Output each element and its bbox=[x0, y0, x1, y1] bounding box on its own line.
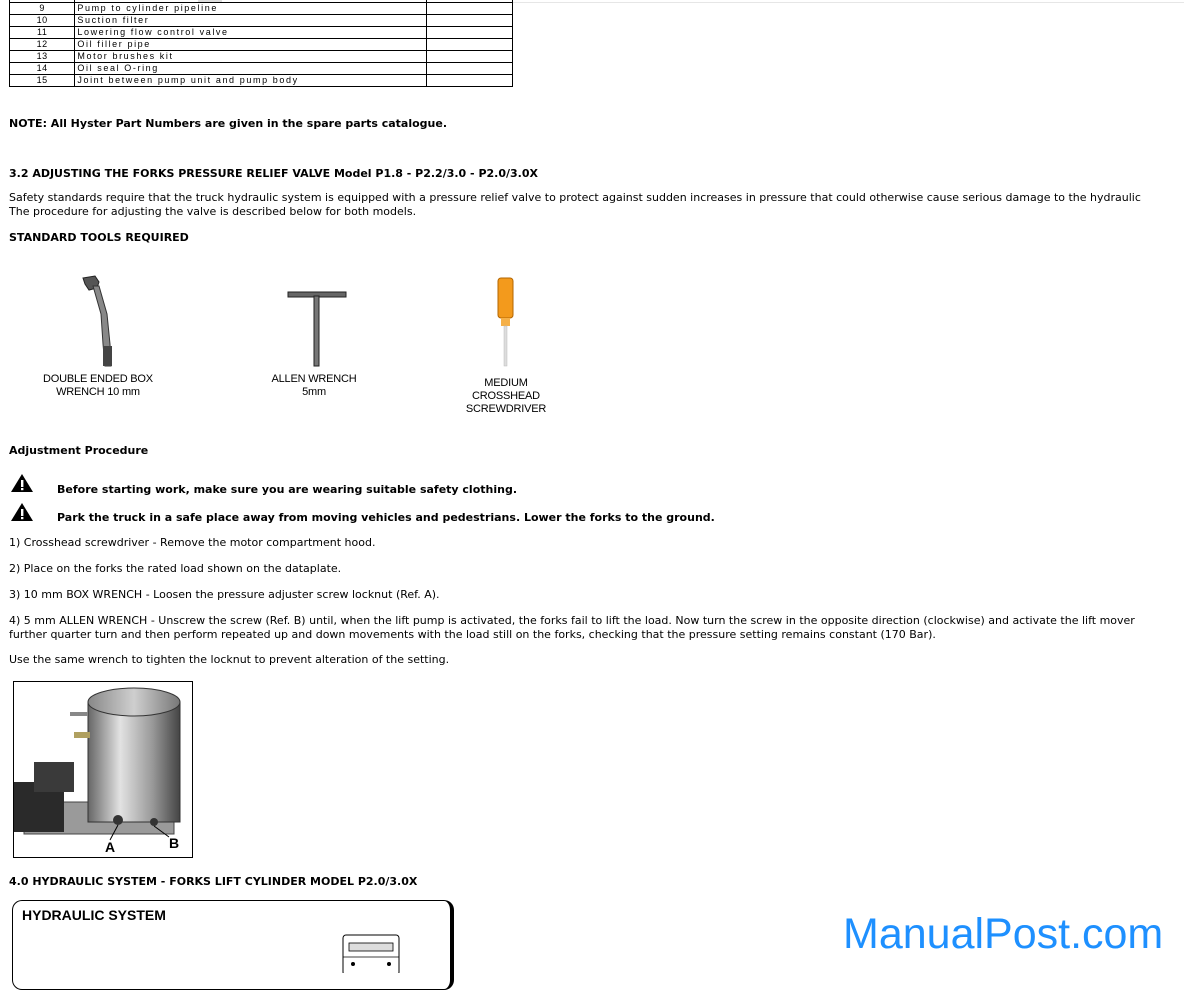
table-row bbox=[10, 3, 513, 15]
part-description: Motor brushes kit bbox=[75, 51, 427, 63]
box-wrench-icon bbox=[75, 274, 125, 370]
procedure-heading: Adjustment Procedure bbox=[9, 444, 149, 457]
part-number: 13 bbox=[10, 51, 75, 63]
table-row bbox=[10, 39, 513, 51]
step-text: further quarter turn and then perform repeated up and down movements with the load still on the forks, checking that the pressure setting remains constant (170 Bar). bbox=[9, 628, 936, 641]
table-row bbox=[10, 15, 513, 27]
watermark: ManualPost.com bbox=[843, 910, 1164, 958]
cylinder-diagram bbox=[341, 933, 403, 973]
part-number: 15 bbox=[10, 75, 75, 87]
step-text: 3) 10 mm BOX WRENCH - Loosen the pressure adjuster screw locknut (Ref. A). bbox=[9, 588, 440, 601]
tools-heading: STANDARD TOOLS REQUIRED bbox=[9, 231, 189, 244]
part-description: Joint between pump unit and pump body bbox=[75, 75, 427, 87]
step-text: Use the same wrench to tighten the locknut to prevent alteration of the setting. bbox=[9, 653, 450, 666]
part-number: 12 bbox=[10, 39, 75, 51]
intro-line: Safety standards require that the truck hydraulic system is equipped with a pressure relief valve to protect against sudden increases in pressure that could otherwise cause serious damage to the hydraulic bbox=[9, 191, 1141, 204]
tool-label: MEDIUM CROSSHEAD SCREWDRIVER bbox=[465, 377, 547, 415]
pump-unit-photo bbox=[13, 681, 193, 858]
part-number: 14 bbox=[10, 63, 75, 75]
pump-unit-illustration bbox=[14, 682, 192, 857]
section-heading: 3.2 ADJUSTING THE FORKS PRESSURE RELIEF VALVE Model P1.8 - P2.2/3.0 - P2.0/3.0X bbox=[9, 167, 538, 180]
part-description: Oil seal O-ring bbox=[75, 63, 427, 75]
step-text: 1) Crosshead screwdriver - Remove the motor compartment hood. bbox=[9, 536, 376, 549]
part-description: Suction filter bbox=[75, 15, 427, 27]
part-number: 11 bbox=[10, 27, 75, 39]
step-text: 2) Place on the forks the rated load shown on the dataplate. bbox=[9, 562, 342, 575]
tool-label: ALLEN WRENCH 5mm bbox=[271, 373, 357, 398]
part-description: Pump to cylinder pipeline bbox=[75, 3, 427, 15]
diagram-title: HYDRAULIC SYSTEM bbox=[22, 907, 166, 923]
part-number: 10 bbox=[10, 15, 75, 27]
intro-line: The procedure for adjusting the valve is described below for both models. bbox=[9, 205, 417, 218]
parts-table bbox=[9, 0, 513, 87]
part-number: 9 bbox=[10, 3, 75, 15]
part-description: Lowering flow control valve bbox=[75, 27, 427, 39]
tool-label: DOUBLE ENDED BOX WRENCH 10 mm bbox=[43, 373, 153, 398]
ref-label-a: A bbox=[105, 839, 116, 855]
screwdriver-icon bbox=[494, 276, 518, 372]
table-row bbox=[10, 27, 513, 39]
note-text: NOTE: All Hyster Part Numbers are given in the spare parts catalogue. bbox=[9, 117, 448, 130]
hydraulic-diagram-frame bbox=[12, 900, 454, 990]
warning-icon bbox=[10, 473, 34, 493]
ref-label-b: B bbox=[169, 835, 180, 851]
section-heading: 4.0 HYDRAULIC SYSTEM - FORKS LIFT CYLINDER MODEL P2.0/3.0X bbox=[9, 875, 418, 888]
warning-text: Park the truck in a safe place away from moving vehicles and pedestrians. Lower the forks to the ground. bbox=[57, 511, 715, 524]
allen-wrench-icon bbox=[286, 290, 348, 370]
table-row bbox=[10, 51, 513, 63]
warning-icon bbox=[10, 502, 34, 522]
top-rule bbox=[513, 2, 1184, 3]
table-row bbox=[10, 75, 513, 87]
warning-text: Before starting work, make sure you are wearing suitable safety clothing. bbox=[57, 483, 518, 496]
step-text: 4) 5 mm ALLEN WRENCH - Unscrew the screw (Ref. B) until, when the lift pump is activated, the forks fail to lift the load. Now turn the screw in the opposite direction (clockwise) and activate the lift mover bbox=[9, 614, 1135, 627]
table-row bbox=[10, 63, 513, 75]
part-description: Oil filler pipe bbox=[75, 39, 427, 51]
